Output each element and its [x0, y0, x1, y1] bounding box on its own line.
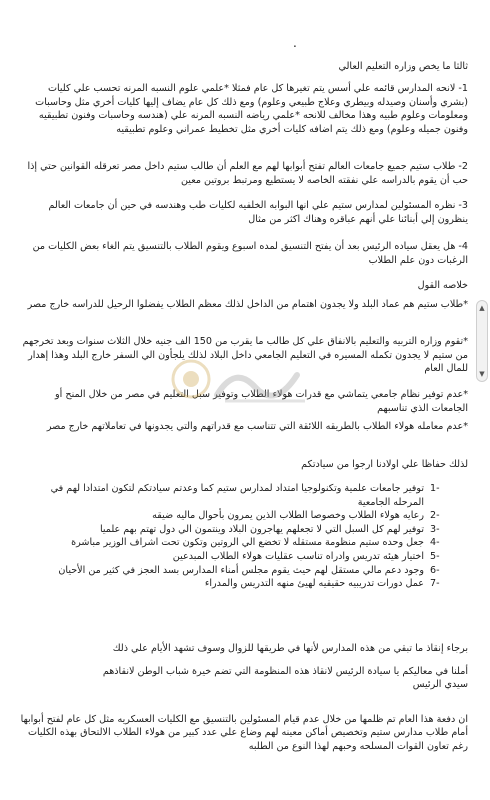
summary-bullet: *عدم توفير نظام جامعي يتماشي مع قدرات هولاء الطلاب وتوفير سبل التعليم في مصر من خلال المنح أو الجامعات الذي تناسبهم	[55, 389, 468, 414]
item-paragraph: 3- نظره المسئولين لمدارس ستيم علي انها البوابه الخلفيه لكليات طب وهندسه في حين أن جامعات العالم ينظرون إلي أبنائنا علي أنهم عباقره وهناك اكثر من مثال	[48, 200, 468, 225]
request-text: توفير جامعات علمية وتكنولوجيا امتداد لمدارس ستيم كما وعدتم سيادتكم لتكون امتدادا لهم في المرحله الجامعية	[50, 483, 424, 508]
item-paragraph: 4- هل يعقل سياده الرئيس بعد أن يفتح التنسيق لمده اسبوع ويقوم الطلاب بالتنسيق يتم الغاء بعض الكليات من الرغبات دون علم الطلاب	[32, 241, 468, 266]
request-number: 6-	[430, 564, 440, 576]
summary-bullet: *تقوم وزاره التربيه والتعليم بالانفاق علي كل طالب ما يقرب من 150 الف جنيه خلال الثلاث سنوات وبعد تخرجهم من ستيم لا يجدون تكمله المسيره في التعليم الجامعي داخل البلاد لذلك يلجأون الي السفر خارج البلد وهذا إهدار للمال العام	[22, 336, 468, 375]
document-page	[18, 0, 468, 800]
request-text: وجود دعم مالي مستقل لهم حيث يقوم مجلس أمناء المدارس بسد العجز في كثير من الأحيان	[58, 564, 424, 576]
scrollbar[interactable]	[472, 0, 490, 800]
request-item	[18, 509, 454, 523]
request-number: 7-	[430, 578, 440, 590]
request-text: جعل وحده ستيم منظومة مستقله لا تخضع الي الروتين وتكون تحت اشراف الوزير مباشرة	[71, 537, 424, 549]
request-item	[18, 536, 454, 550]
request-item	[18, 550, 454, 564]
scroll-down-icon[interactable]: ▼	[479, 370, 485, 378]
closing-line: أملنا في معاليكم يا سيادة الرئيس لانقاذ هذه المنظومة التي تضم خيرة شباب الوطن لانقاذهم	[102, 665, 468, 677]
summary-bullet: *عدم معامله هولاء الطلاب بالطريقه اللائقة التي تتناسب مع قدراتهم والتي يجدونها في تعاملاتهم خارج مصر	[46, 421, 468, 432]
top-mark: .	[293, 36, 297, 50]
section-title: ثالثا ما يخص وزاره التعليم العالي	[338, 61, 468, 72]
request-text: عمل دورات تدريبيه حقيقيه لهيئ منهه التدريس والمدراء	[204, 578, 424, 590]
summary-bullet: *طلاب ستيم هم عماد البلد ولا يجدون اهتمام من الداخل لذلك معظم الطلاب يفضلوا الرحيل للدراسه خارج مصر	[27, 299, 468, 310]
plea-intro: لذلك حفاظا علي اولادنا ارجوا من سيادتكم	[301, 459, 468, 470]
summary-heading: خلاصه القول	[417, 280, 468, 291]
final-paragraph: ان دفعة هذا العام تم ظلمها من خلال عدم قيام المسئولين بالتنسيق مع الكليات العسكريه مثل كل عام لفتح أبوابها أمام طلاب مدارس ستيم وتخصيص أماكن معينه لهم وضاع علي عدد كبير من هولاء الطلاب الالتحاق بهذه الكليات رغم تعاون القوات المسلحه وحبهم لهذا النوع من الطلبه	[20, 713, 468, 752]
request-item	[18, 523, 454, 537]
request-item	[18, 482, 454, 509]
request-text: رعايه هولاء الطلاب وخصوصا الطلاب الذين يمرون بأحوال ماليه ضيقه	[152, 510, 424, 522]
request-number: 5-	[430, 551, 440, 563]
request-number: 1-	[430, 483, 440, 494]
request-number: 4-	[430, 537, 440, 549]
item-paragraph: 1- لانحه المدارس قائمه علي أسس يتم تغيرها كل عام فمثلا *علمي علوم النسبه المرنه تحسب علي كليات (بشري وأسنان وصيدله وبيطري وعلاج طبيعي وعلوم) ومع ذلك كل عام يضاف إليها كليات أخري مثل وحاسبات ومعلومات وعلوم طبيه وهذا مخالف للانحه *علمي رياضه النسبه المرنه علي (هندسه وحاسبات وفنون تطبيقيه وفنون جميله وعلوم) ومع ذلك يتم اضافه كليات أخري مثل تخطيط عمراني وعلوم تطبيقيه	[35, 83, 468, 135]
salutation: سيدي الرئيس	[412, 679, 468, 690]
request-text: توفير لهم كل السبل التي لا تجعلهم يهاجرون البلاد وينتمون الي دول تهتم بهم علميا	[99, 523, 424, 535]
scroll-thumb[interactable]	[476, 300, 488, 382]
scroll-up-icon[interactable]: ▲	[479, 304, 485, 312]
request-item	[18, 564, 454, 578]
closing-line: برجاء إنقاذ ما تبقي من هذه المدارس لأنها في طريقها للزوال وسوف تشهد الأيام علي ذلك	[112, 642, 468, 654]
request-number: 2-	[430, 510, 440, 522]
requests-list	[18, 482, 454, 591]
request-item	[18, 577, 454, 591]
request-number: 3-	[430, 523, 440, 535]
item-paragraph: 2- طلاب ستيم جميع جامعات العالم تفتح أبوابها لهم مع العلم أن طالب ستيم داخل مصر تعرقله القوانين حتي إذا حب أن يقوم بالدراسه علي نفقته الخاصه لا يستطيع ومرتبط بروتين معين	[27, 161, 468, 186]
request-text: اختيار هيئه تدريس وادراه تناسب عقليات هولاء الطلاب المبدعين	[172, 551, 424, 563]
